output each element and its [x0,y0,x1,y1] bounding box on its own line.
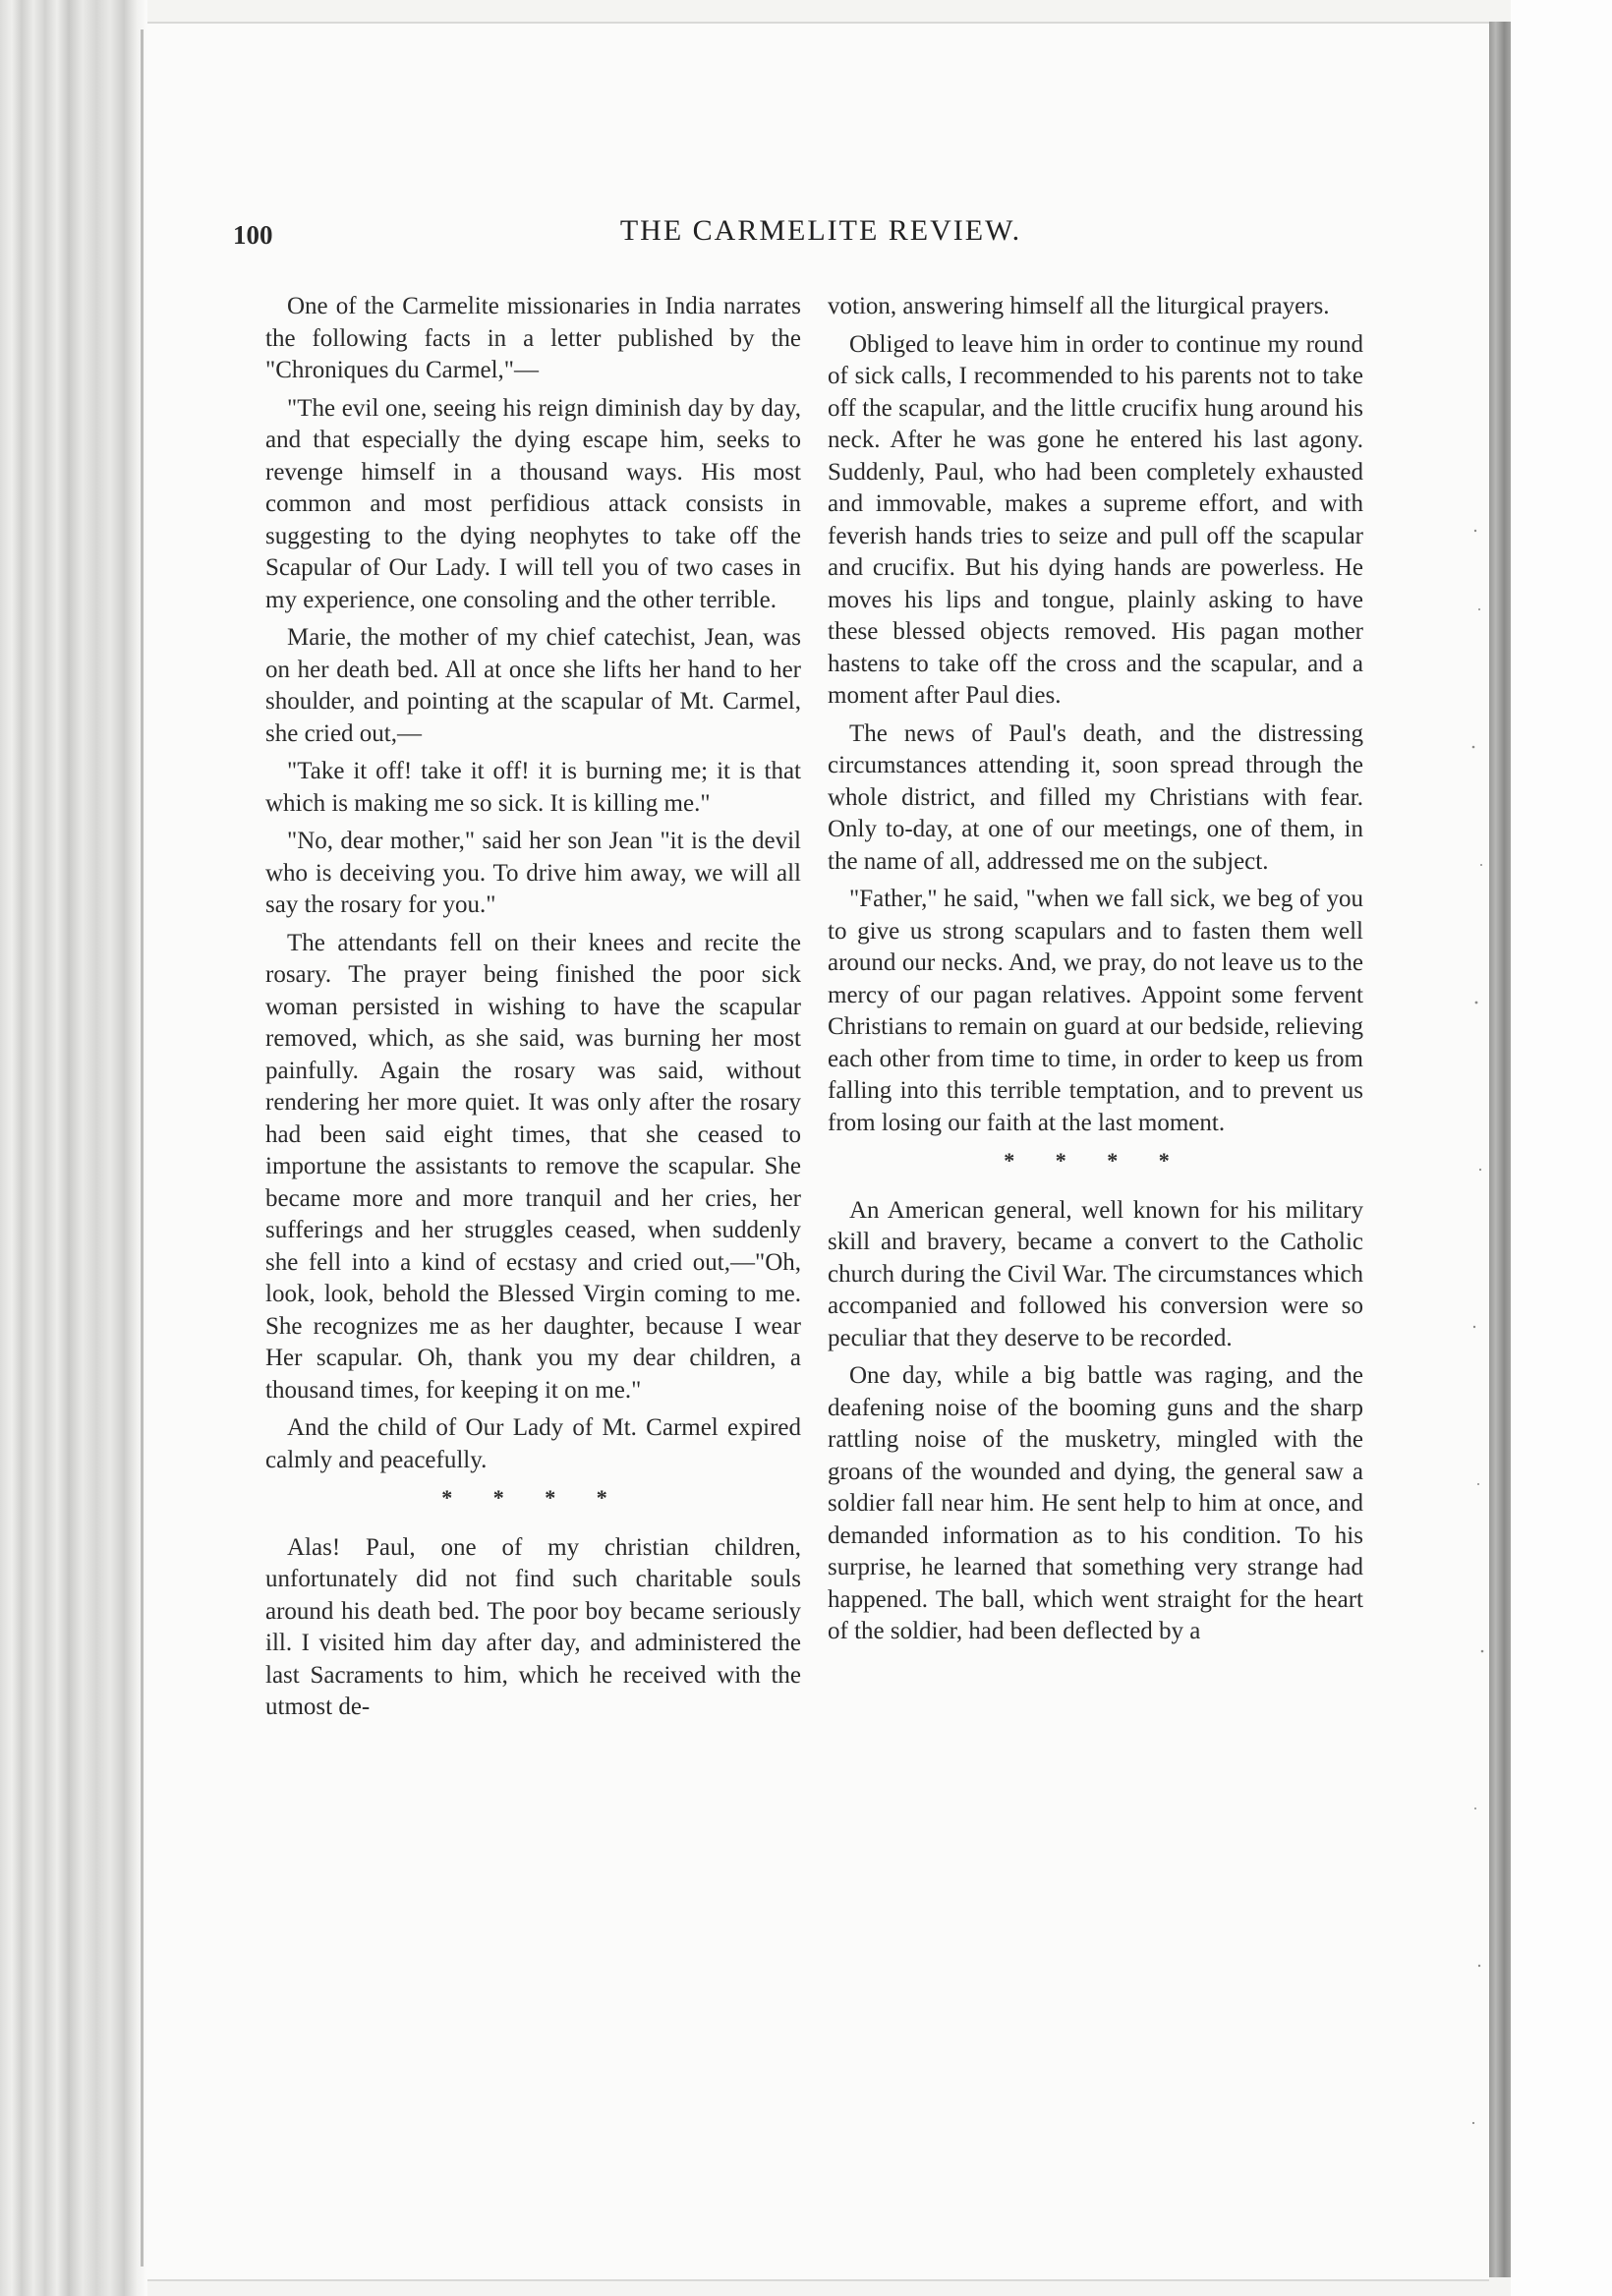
paragraph: And the child of Our Lady of Mt. Carmel expired calmly and peacefully. [265,1414,801,1473]
paragraph: An American general, well known for his military skill and bravery, became a convert to the Catholic church during the Civil War. The circumstances which accompanied and followed his conversion were so peculiar that they deserve to be recorded. [828,1196,1363,1351]
paragraph: One of the Carmelite missionaries in India narrates the following facts in a letter published by the "Chroniques du Carmel,"— [265,293,801,383]
right-column [828,291,1363,1654]
paragraph: The news of Paul's death, and the distressing circumstances attending it, soon spread through the whole district, and filled my Christians with fear. Only to-day, at one of our meetings, one of them, in the name of all, addressed me on the subject. [828,719,1363,875]
page-edge-specks [1469,491,1487,2261]
paragraph: votion, answering himself all the liturgical prayers. [828,293,1330,319]
left-column [265,291,801,1730]
scan-margin [1511,0,1612,2296]
section-separator: * * * * [1004,1148,1187,1173]
stacked-page-edges [0,0,147,2296]
paragraph: "Take it off! take it off! it is burning me; it is that which is making me so sick. It is killing me." [265,758,801,817]
paragraph: "The evil one, seeing his reign diminish day by day, and that especially the dying escape him, seeks to revenge himself in a thousand ways. His most common and most perfidious attack consists in suggesting to the dying neophytes to take off the Scapular of Our Lady. I will tell you of two cases in my experience, one consoling and the other terrible. [265,394,801,613]
paragraph: Alas! Paul, one of my christian children, unfortunately did not find such charitable souls around his death bed. The poor boy became seriously ill. I visited him day after day, and administered the last Sacraments to him, which he received with the utmost de- [265,1533,801,1720]
book-binding-edge [1489,22,1511,2277]
paragraph: "No, dear mother," said her son Jean "it is the devil who is deceiving you. To drive him away, we will all say the rosary for you." [265,828,801,918]
journal-title: THE CARMELITE REVIEW. [619,214,1022,247]
paragraph: One day, while a big battle was raging, and the deafening noise of the booming guns and the sharp rattling noise of the musketry, mingled with the groans of the wounded and dying, the general saw a soldier fall near him. He sent help to him at once, and demanded information as to his condition. To his surprise, he learned that something very strange had happened. The ball, which went straight for the heart of the soldier, had been deflected by a [828,1362,1363,1644]
running-head [157,214,1406,263]
paragraph: Obliged to leave him in order to continue my round of sick calls, I recommended to his parents not to take off the scapular, and the little crucifix hung around his neck. After he was gone he entered his last agony. Suddenly, Paul, who had been completely exhausted and immovable, makes a supreme effort, and with feverish hands tries to seize and pull off the scapular and crucifix. But his dying hands are powerless. He moves his lips and tongue, plainly asking to have these blessed objects removed. His pagan mother hastens to take off the cross and the scapular, and a moment after Paul dies. [828,330,1363,709]
page-number: 100 [233,220,273,250]
paragraph: "Father," he said, "when we fall sick, we beg of you to give us strong scapulars and to fasten them well around our necks. And, we pray, do not leave us to the mercy of our pagan relatives. Appoint some fervent Christians to remain on guard at our bedside, relieving each other from time to time, in order to keep us from falling into this terrible temptation, and to prevent us from losing our faith at the last moment. [828,886,1364,1136]
paragraph: Marie, the mother of my chief catechist, Jean, was on her death bed. All at once she lifts her hand to her shoulder, and pointing at the scapular of Mt. Carmel, she cried out,— [265,624,801,747]
section-separator: * * * * [441,1485,625,1510]
paragraph: The attendants fell on their knees and recite the rosary. The prayer being finished the poor sick woman persisted in wishing to have the scapular removed, which, as she said, was burning her most painfully. Again the rosary was said, without rendering her more quiet. It was only after the rosary had been said eight times, that she ceased to importune the assistants to remove the scapular. She became more and more tranquil and her cries, her sufferings and her struggles ceased, when suddenly she fell into a kind of ecstasy and cried out,—"Oh, look, look, behold the Blessed Virgin coming to me. She recognizes me as her daughter, because I wear Her scapular. Oh, thank you my dear children, a thousand times, for keeping it on me." [265,929,801,1404]
